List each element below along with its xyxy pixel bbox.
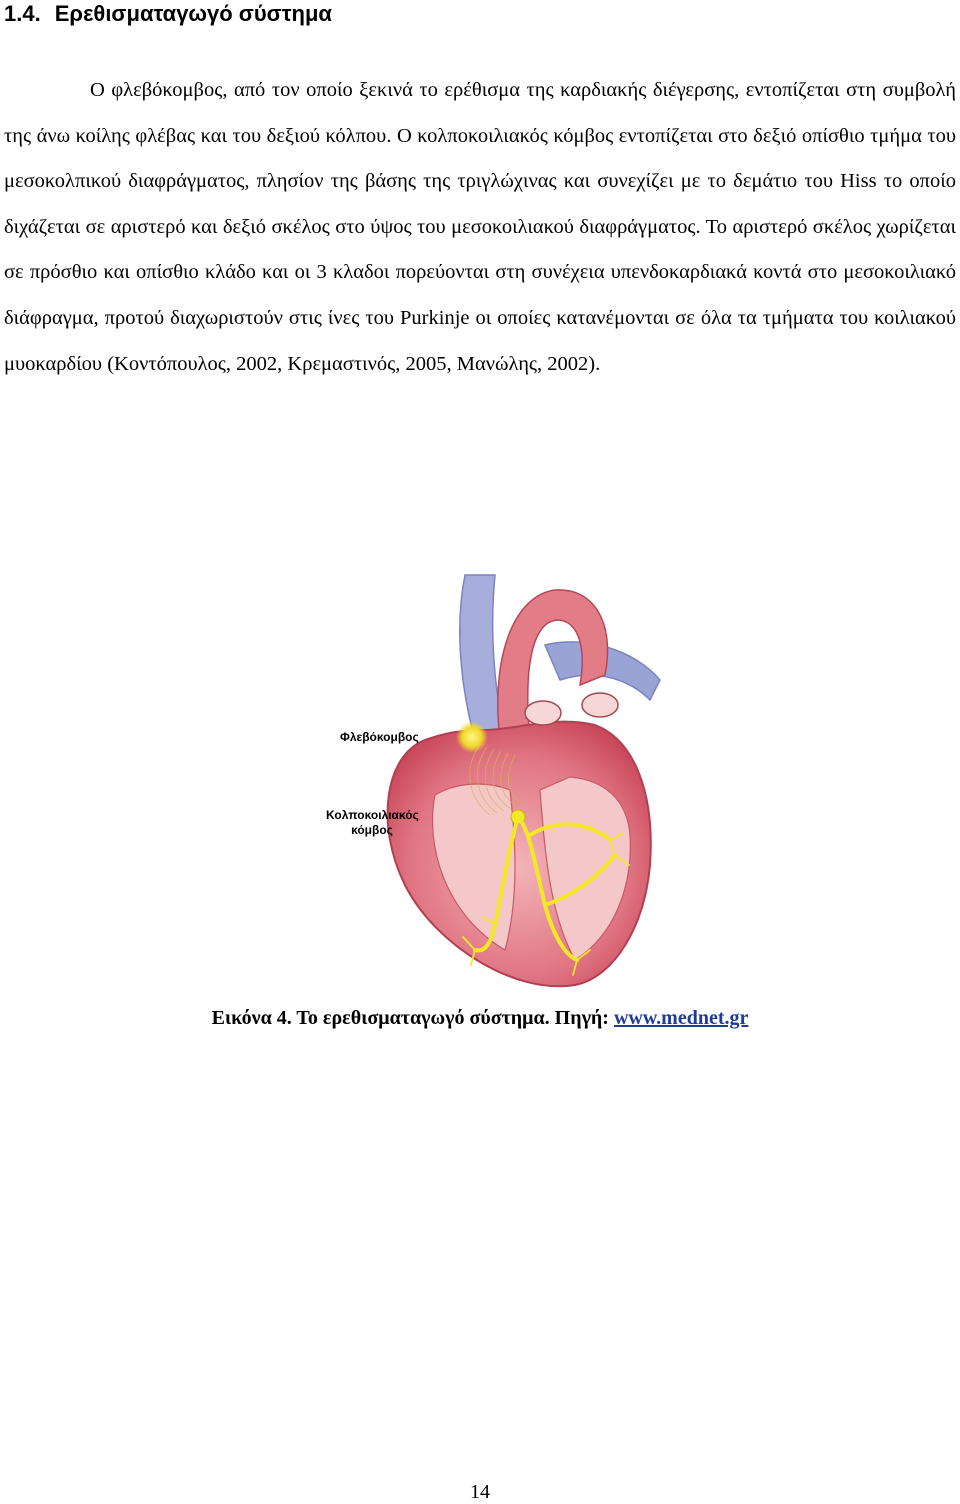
av-node-label: Κολποκοιλιακός κόμβος bbox=[326, 808, 419, 837]
heart-conduction-figure bbox=[315, 565, 670, 995]
figure-caption bbox=[0, 1005, 960, 1031]
aortic-valve bbox=[582, 693, 618, 717]
section-heading bbox=[4, 0, 332, 28]
section-title: Ερεθισματαγωγό σύστημα bbox=[54, 1, 332, 26]
pulmonary-valve bbox=[525, 701, 561, 725]
section-number: 1.4. bbox=[4, 1, 41, 26]
sa-node bbox=[456, 721, 488, 753]
sa-node-label: Φλεβόκομβος bbox=[340, 730, 419, 744]
heart-illustration bbox=[315, 565, 670, 995]
source-link[interactable]: www.mednet.gr bbox=[613, 1007, 749, 1029]
body-paragraph: Ο φλεβόκομβος, από τον οποίο ξεκινά το ερέθισμα της καρδιακής διέγερσης, εντοπίζεται στη συμβολή της άνω κοίλης φλέβας και του δεξιού κόλπου. Ο κολποκοιλιακός κόμβος εντοπίζεται στο δεξιό οπίσθιο τμήμα του μεσοκολπικού διαφράγματος, πλησίον της βάσης της τριγλώχινας και συνεχίζει με το δεμάτιο του Hiss το οποίο διχάζεται σε αριστερό και δεξιό σκέλος στο ύψος του μεσοκοιλιακού διαφράγματος. Το αριστερό σκέλος χωρίζεται σε πρόσθιο και οπίσθιο κλάδο και οι 3 κλαδοι πορεύονται στη συνέχεια υπενδοκαρδιακά κοντά στο μεσοκοιλιακό διάφραγμα, προτού διαχωριστούν στις ίνες του Purkinje οι οποίες κατανέμονται σε όλα τα τμήματα του κοιλιακού μυοκαρδίου (Κοντόπουλος, 2002, Κρεμαστινός, 2005, Μανώλης, 2002). bbox=[4, 79, 956, 375]
page-number: 14 bbox=[470, 1481, 490, 1503]
caption-text: Εικόνα 4. Το ερεθισματαγωγό σύστημα. Πηγή: bbox=[211, 1007, 614, 1029]
